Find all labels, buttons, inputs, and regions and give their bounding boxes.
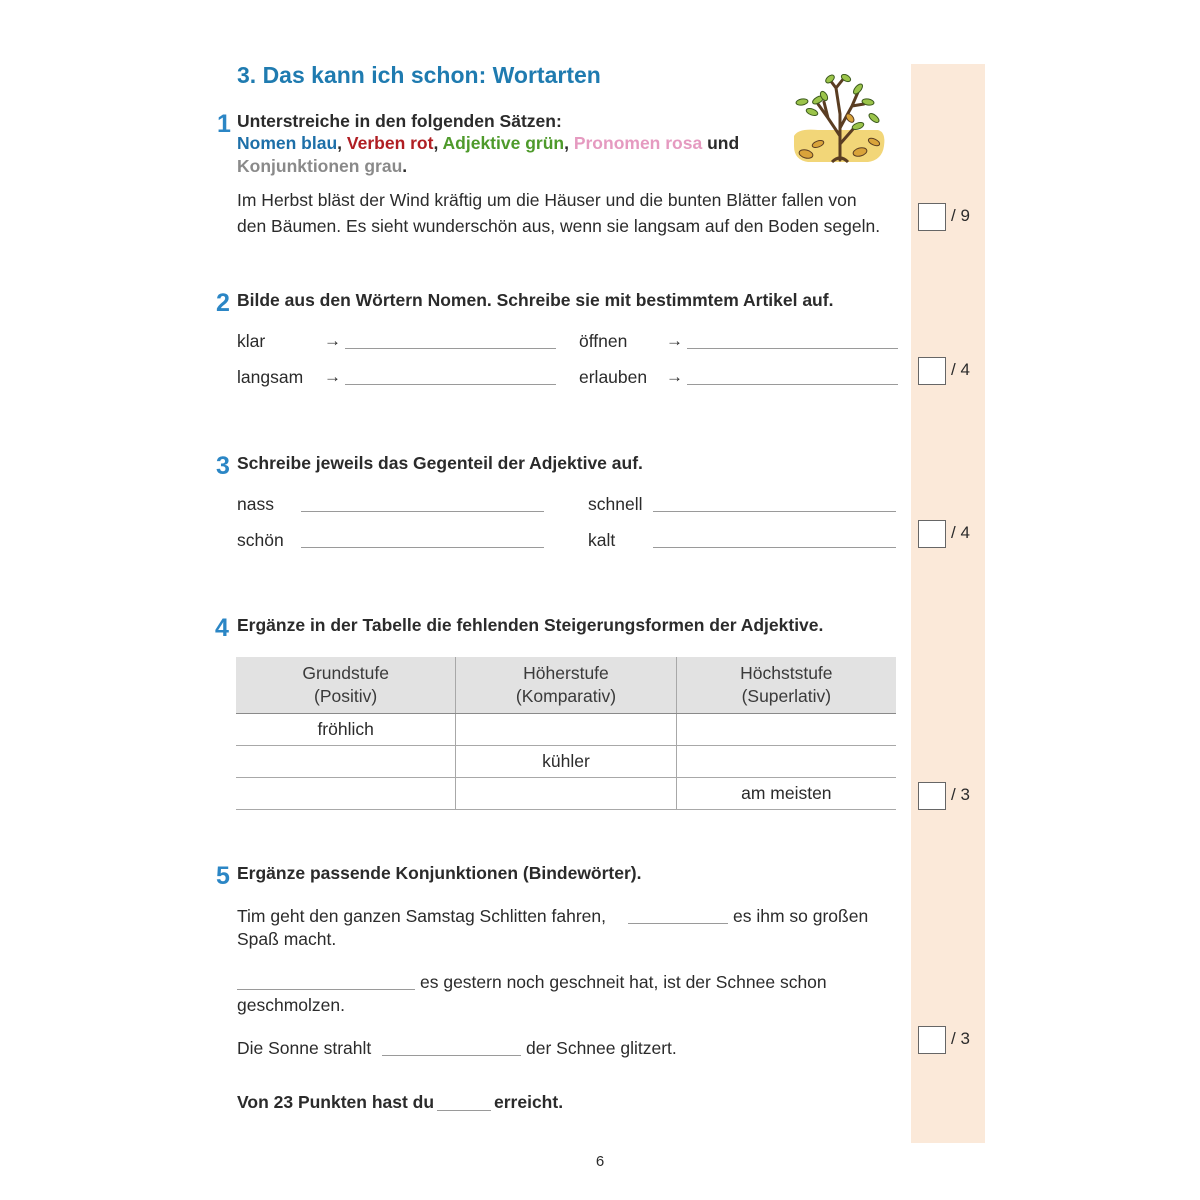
table-header-grundstufe: Grundstufe (Positiv) — [236, 657, 456, 714]
task-5-sentence-1-part-1: Tim geht den ganzen Samstag Schlitten fahren, — [237, 906, 607, 926]
task-1-score-max: / 9 — [951, 206, 970, 225]
task-4-heading: Ergänze in der Tabelle die fehlenden Steigerungsformen der Adjektive. — [237, 615, 824, 635]
task-3-answer-line-2[interactable] — [653, 511, 896, 512]
table-cell: am meisten — [676, 778, 896, 810]
task-2-answer-line-4[interactable] — [687, 384, 898, 385]
legend-verben: Verben rot — [346, 133, 434, 153]
task-1-number: 1 — [217, 110, 231, 138]
task-5-gap-1[interactable] — [628, 923, 728, 924]
summary-points-gap[interactable] — [437, 1110, 491, 1111]
table-cell: kühler — [456, 746, 676, 778]
task-2-answer-line-2[interactable] — [687, 348, 898, 349]
legend-nomen: Nomen blau — [237, 133, 338, 153]
task-2-word-3: langsam — [237, 367, 304, 387]
table-header-hoeherstufe: Höherstufe (Komparativ) — [456, 657, 676, 714]
task-2-number: 2 — [216, 289, 230, 317]
task-5-sentence-3-part-1: Die Sonne strahlt — [237, 1038, 372, 1058]
table-answer-cell[interactable] — [456, 778, 676, 810]
task-5-sentence-2-part-2: geschmolzen. — [237, 995, 345, 1015]
task-5-sentence-1-part-2: es ihm so großen — [733, 906, 869, 926]
task-1-text-line1: Im Herbst bläst der Wind kräftig um die Häuser und die bunten Blätter fallen von — [237, 190, 857, 210]
task-5-sentence-2-part-1: es gestern noch geschneit hat, ist der Schnee schon — [420, 972, 827, 992]
task-3-word-2: schnell — [588, 494, 643, 514]
legend-pronomen: Pronomen rosa — [573, 133, 703, 153]
task-5-number: 5 — [216, 862, 230, 890]
table-cell: fröhlich — [236, 714, 456, 746]
task-3-answer-line-1[interactable] — [301, 511, 544, 512]
summary-part-1: Von 23 Punkten hast du — [237, 1092, 435, 1112]
table-answer-cell[interactable] — [676, 746, 896, 778]
task-4-number: 4 — [215, 614, 229, 642]
legend-konjunktionen: Konjunktionen grau — [237, 156, 403, 176]
arrow-right-icon: → — [324, 367, 341, 386]
tree-with-autumn-leaves-icon — [788, 74, 890, 170]
arrow-right-icon: → — [324, 331, 341, 350]
arrow-right-icon: → — [666, 367, 683, 386]
table-answer-cell[interactable] — [676, 714, 896, 746]
task-5-gap-3[interactable] — [382, 1055, 521, 1056]
task-3-answer-line-3[interactable] — [301, 547, 544, 548]
task-3-word-3: schön — [237, 530, 284, 550]
legend-end: . — [402, 156, 408, 176]
task-2-heading: Bilde aus den Wörtern Nomen. Schreibe sie mit bestimmtem Artikel auf. — [237, 290, 834, 310]
task-1-legend — [237, 133, 739, 154]
task-5-gap-2[interactable] — [237, 989, 415, 990]
task-1-text-line2: den Bäumen. Es sieht wunderschön aus, wenn sie langsam auf den Boden segeln. — [237, 216, 881, 236]
table-row — [236, 714, 896, 746]
task-3-score-max: / 4 — [951, 523, 970, 542]
table-answer-cell[interactable] — [456, 714, 676, 746]
table-header-hoechststufe: Höchststufe (Superlativ) — [676, 657, 896, 714]
legend-separator: , — [337, 133, 347, 153]
task-5-sentence-3-part-2: der Schnee glitzert. — [526, 1038, 677, 1058]
task-1-heading: Unterstreiche in den folgenden Sätzen: — [237, 111, 562, 131]
task-5-heading: Ergänze passende Konjunktionen (Bindewörter). — [237, 863, 642, 883]
task-2-score-max: / 4 — [951, 360, 970, 379]
task-3-answer-line-4[interactable] — [653, 547, 896, 548]
task-3-number: 3 — [216, 452, 230, 480]
task-5-sentence-1-part-3: Spaß macht. — [237, 929, 337, 949]
task-1-legend-line2 — [237, 156, 407, 177]
task-2-answer-line-3[interactable] — [345, 384, 556, 385]
table-answer-cell[interactable] — [236, 746, 456, 778]
table-row — [236, 778, 896, 810]
page-title: 3. Das kann ich schon: Wortarten — [237, 62, 601, 88]
task-2-answer-line-1[interactable] — [345, 348, 556, 349]
task-3-word-1: nass — [237, 494, 274, 514]
task-2-score-box[interactable] — [918, 357, 946, 385]
task-5-score-box[interactable] — [918, 1026, 946, 1054]
steigerung-table — [236, 657, 896, 810]
task-1-score-box[interactable] — [918, 203, 946, 231]
task-2-word-4: erlauben — [579, 367, 648, 387]
task-2-word-2: öffnen — [579, 331, 628, 351]
task-2-word-1: klar — [237, 331, 266, 351]
task-3-word-4: kalt — [588, 530, 616, 550]
task-3-score-box[interactable] — [918, 520, 946, 548]
task-3-heading: Schreibe jeweils das Gegenteil der Adjektive auf. — [237, 453, 643, 473]
table-row — [236, 746, 896, 778]
table-answer-cell[interactable] — [236, 778, 456, 810]
task-4-score-max: / 3 — [951, 785, 970, 804]
page-number: 6 — [595, 1153, 605, 1170]
legend-adjektive: Adjektive grün — [442, 133, 565, 153]
legend-separator: , — [433, 133, 443, 153]
summary-part-2: erreicht. — [494, 1092, 564, 1112]
task-4-score-box[interactable] — [918, 782, 946, 810]
legend-and: und — [702, 133, 740, 153]
legend-separator: , — [564, 133, 574, 153]
task-5-score-max: / 3 — [951, 1029, 970, 1048]
arrow-right-icon: → — [666, 331, 683, 350]
